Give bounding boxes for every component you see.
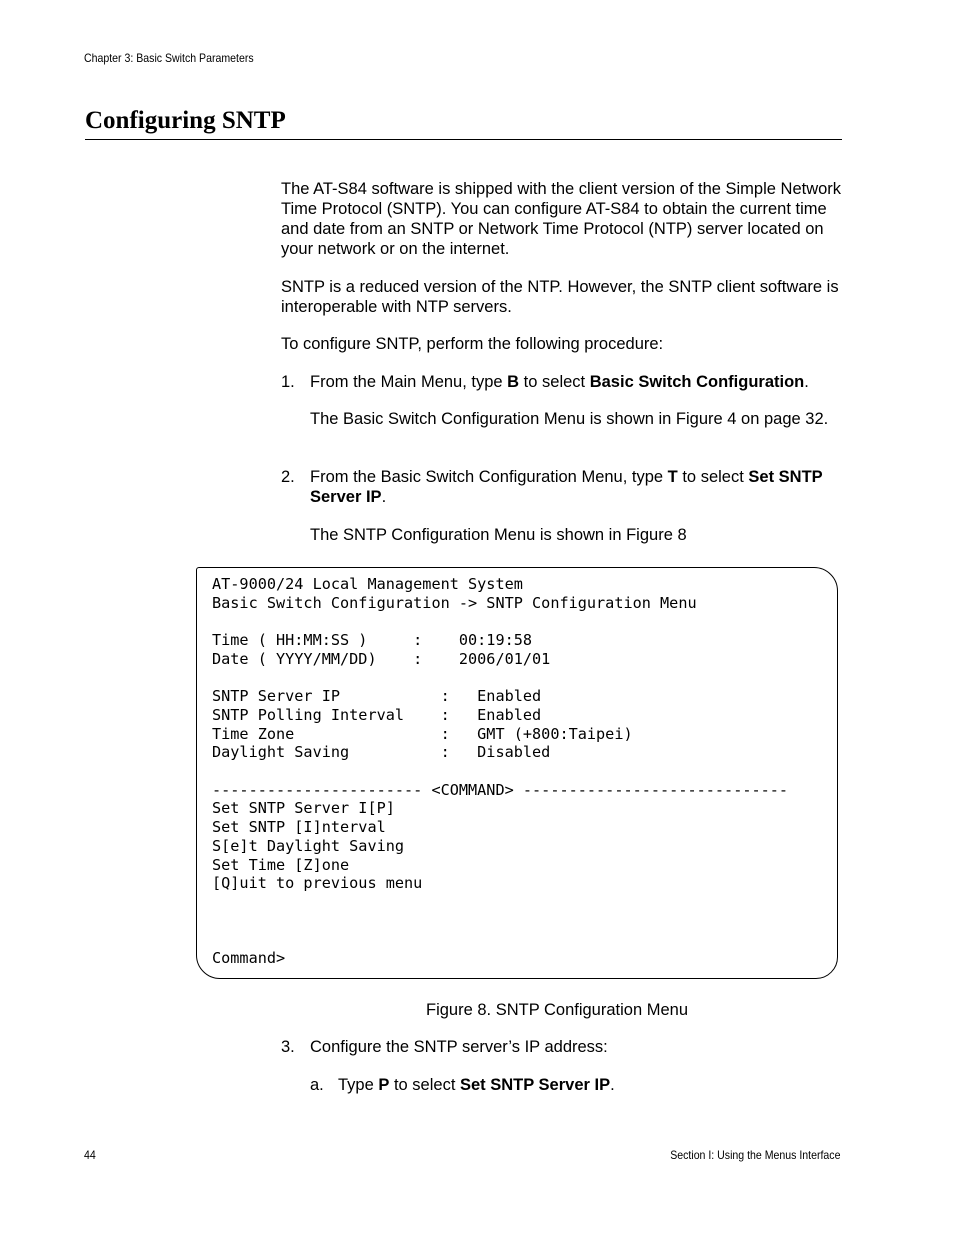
substep-text-mid: to select xyxy=(389,1076,460,1094)
chapter-label: Chapter 3: Basic Switch Parameters xyxy=(84,51,254,65)
substep-text xyxy=(338,1075,615,1095)
page-number: 44 xyxy=(84,1148,96,1162)
intro-paragraph-3: To configure SNTP, perform the following procedure: xyxy=(281,335,664,353)
step-target: Basic Switch Configuration xyxy=(589,373,805,391)
step-text-post: . xyxy=(804,373,809,391)
footer-section-label: Section I: Using the Menus Interface xyxy=(669,1148,840,1162)
step-number: 3. xyxy=(281,1038,295,1056)
intro-paragraph-2: SNTP is a reduced version of the NTP. However, the SNTP client software is interoperable with NTP servers. xyxy=(281,278,839,316)
intro-paragraph-1: The AT-S84 software is shipped with the client version of the Simple Network Time Protocol (SNTP). You can configure AT-S84 to obtain the current time and date from an SNTP or Network Time Protocol (NTP) server located on your network or on the internet. xyxy=(281,180,842,258)
section-title: Configuring SNTP xyxy=(85,107,286,134)
step-key: B xyxy=(507,373,520,391)
step-text-mid: to select xyxy=(677,468,749,486)
step-text xyxy=(310,372,846,392)
substep-text-pre: Type xyxy=(338,1076,379,1094)
step-text-pre: From the Basic Switch Configuration Menu, type xyxy=(310,468,668,486)
step-text xyxy=(310,467,846,507)
step-2-note: The SNTP Configuration Menu is shown in Figure 8 xyxy=(310,526,687,544)
substep-key: P xyxy=(378,1076,390,1094)
step-number: 2. xyxy=(281,468,295,486)
title-divider xyxy=(85,139,842,140)
step-1-note: The Basic Switch Configuration Menu is shown in Figure 4 on page 32. xyxy=(310,410,829,428)
step-text-mid: to select xyxy=(519,373,590,391)
step-target: Set SNTP Server IP xyxy=(310,468,823,506)
substep-text-post: . xyxy=(610,1076,615,1094)
step-text-pre: From the Main Menu, type xyxy=(310,373,508,391)
step-number: 1. xyxy=(281,373,295,391)
substep-letter: a. xyxy=(310,1076,324,1094)
step-text-post: . xyxy=(381,488,387,506)
terminal-screen xyxy=(196,567,838,979)
substep-target: Set SNTP Server IP xyxy=(460,1076,611,1094)
terminal-text: AT-9000/24 Local Management System Basic Switch Configuration -> SNTP Configuration Menu Time ( HH:MM:SS ) : 00:19:58 Date ( YYYY/MM/DD) : 2006/01/01 SNTP Server IP : Enabled SNTP Polling Interval : Enabled Time Zone : GMT (+800:Taipei) Daylight Saving : Disabled ----------------------- <COMMAND> ----------------------------- Set SNTP Server I[P] Set SNTP [I]nterval S[e]t Daylight Saving Set Time [Z]one [Q]uit to previous menu Command> xyxy=(212,575,789,968)
step-key: T xyxy=(667,468,678,486)
figure-caption: Figure 8. SNTP Configuration Menu xyxy=(426,1001,688,1019)
step-text: Configure the SNTP server’s IP address: xyxy=(310,1038,608,1056)
